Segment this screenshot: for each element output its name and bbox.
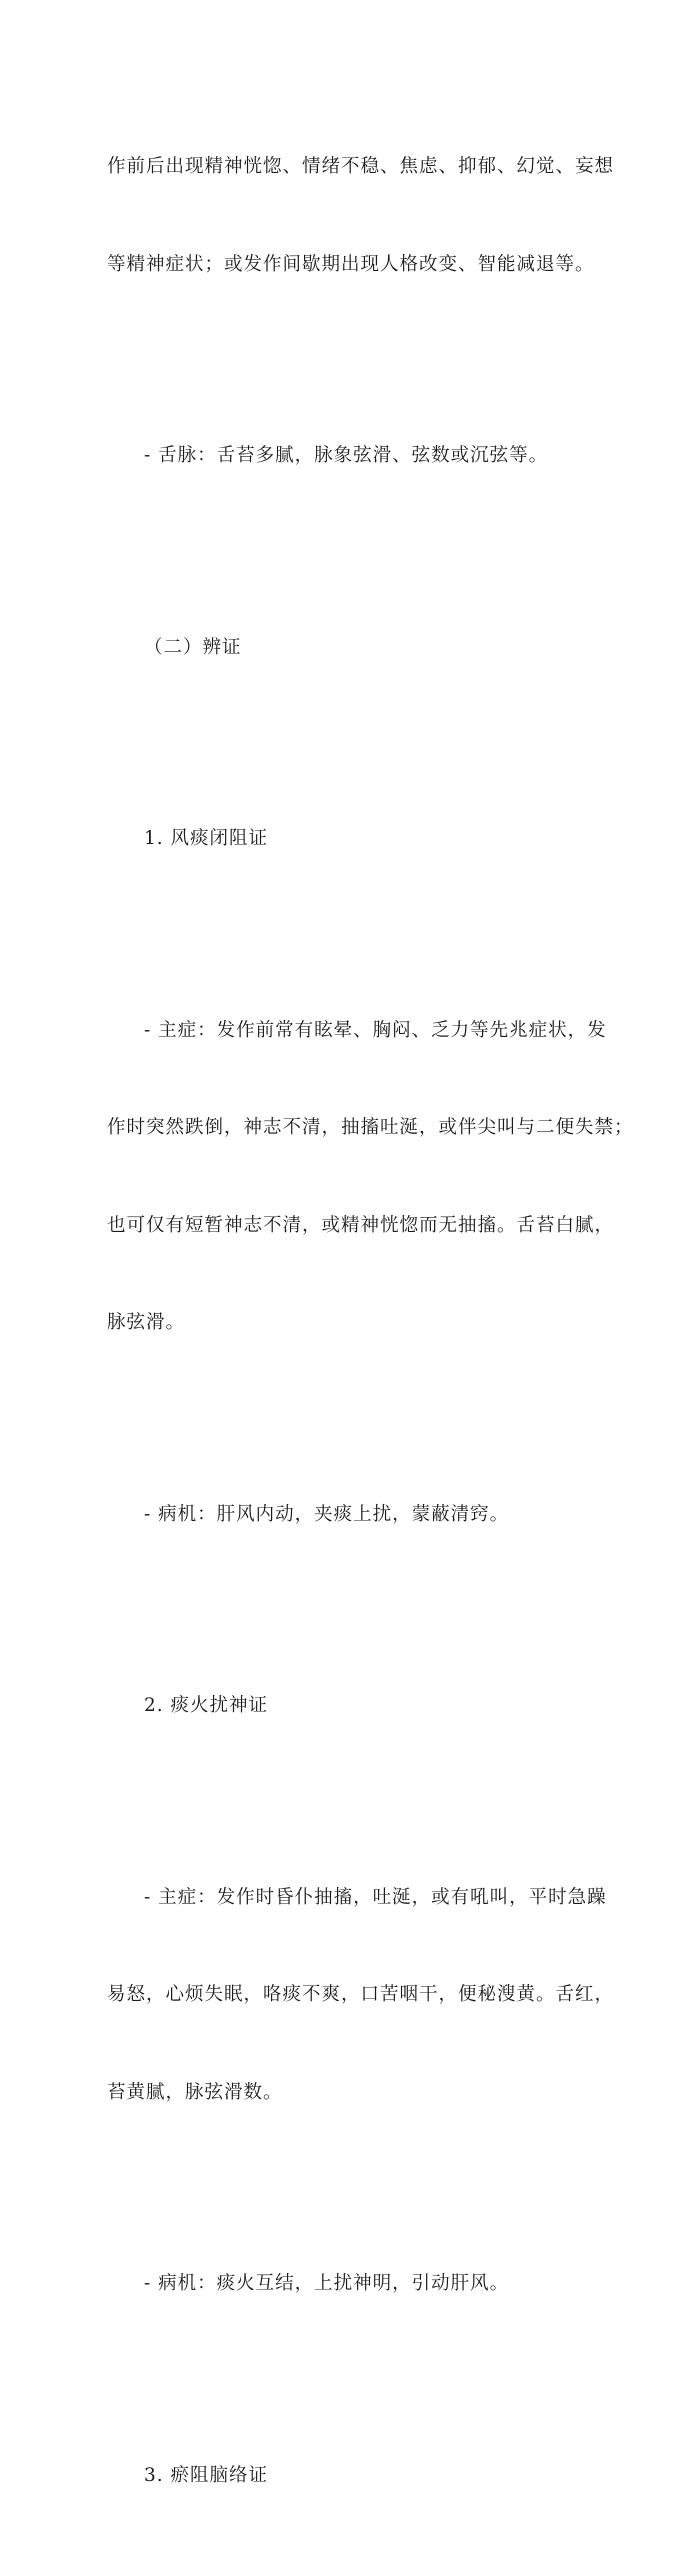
text-line: - 舌脉：舌苔多腻，脉象弦滑、弦数或沉弦等。 bbox=[144, 440, 599, 473]
paragraph-symptoms-continued bbox=[107, 86, 599, 346]
text-line: （二）辨证 bbox=[144, 632, 599, 665]
paragraph-tongue-pulse bbox=[107, 375, 599, 538]
paragraph-main-symptoms-2 bbox=[107, 1817, 599, 2175]
text-line: 也可仅有短暂神志不清，或精神恍惚而无抽搐。舌苔白腻， bbox=[107, 1210, 599, 1243]
text-line: 苔黄腻，脉弦滑数。 bbox=[107, 2077, 599, 2110]
section-heading-differentiation bbox=[107, 567, 599, 730]
text-line: - 主症：发作前常有眩晕、胸闷、乏力等先兆症状，发 bbox=[107, 1015, 599, 1048]
text-line: 易怒，心烦失眠，咯痰不爽，口苦咽干，便秘溲黄。舌红， bbox=[107, 1979, 599, 2012]
text-line: 等精神症状；或发作间歇期出现人格改变、智能减退等。 bbox=[107, 249, 599, 282]
paragraph-pathogenesis-2 bbox=[107, 2203, 599, 2366]
text-line: - 病机：肝风内动，夹痰上扰，蒙蔽清窍。 bbox=[144, 1499, 599, 1532]
paragraph-main-symptoms-1 bbox=[107, 950, 599, 1405]
text-line: 3. 瘀阻脑络证 bbox=[144, 2460, 599, 2493]
text-line: 作时突然跌倒，神志不清，抽搐吐涎，或伴尖叫与二便失禁； bbox=[107, 1112, 599, 1145]
paragraph-pathogenesis-1 bbox=[107, 1434, 599, 1597]
subheading-phlegm-fire bbox=[107, 1625, 599, 1788]
text-line: 2. 痰火扰神证 bbox=[144, 1690, 599, 1723]
subheading-wind-phlegm bbox=[107, 758, 599, 921]
subheading-blood-stasis bbox=[107, 2395, 599, 2557]
text-line: 脉弦滑。 bbox=[107, 1307, 599, 1340]
text-line: - 主症：发作时昏仆抽搐，吐涎，或有吼叫，平时急躁 bbox=[107, 1882, 599, 1915]
text-line: 1. 风痰闭阻证 bbox=[144, 823, 599, 856]
text-line: 作前后出现精神恍惚、情绪不稳、焦虑、抑郁、幻觉、妄想 bbox=[107, 151, 599, 184]
text-line: - 病机：痰火互结，上扰神明，引动肝风。 bbox=[144, 2268, 599, 2301]
document-page bbox=[107, 86, 599, 2557]
